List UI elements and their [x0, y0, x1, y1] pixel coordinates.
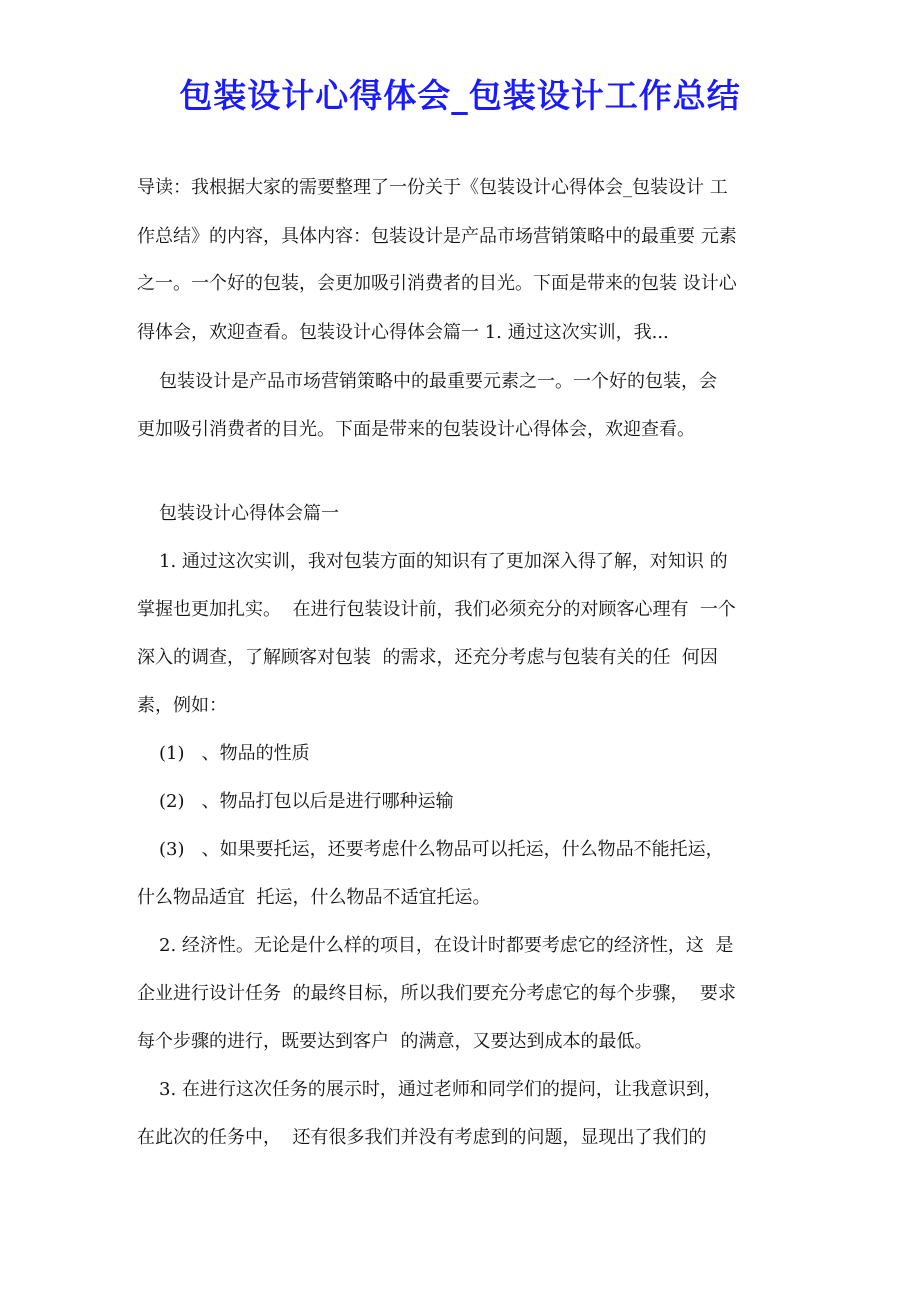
intro-line-2: 作总结》的内容，具体内容：包装设计是产品市场营销策略中的最重要 元素 [137, 226, 737, 247]
page-title: 包装设计心得体会_包装设计工作总结 [179, 76, 741, 115]
paragraph-line: 2. 经济性。无论是什么样的项目，在设计时都要考虑它的经济性，这 是 [159, 935, 734, 956]
intro-line-1: 导读：我根据大家的需要整理了一份关于《包装设计心得体会_包装设计 工 [137, 177, 728, 198]
paragraph-line: 每个步骤的进行，既要达到客户 的满意，又要达到成本的最低。 [137, 1031, 653, 1052]
section-heading: 包装设计心得体会篇一 [159, 503, 339, 524]
paragraph-line: 3. 在进行这次任务的展示时，通过老师和同学们的提问，让我意识到， [159, 1079, 722, 1100]
paragraph-line: 素，例如： [137, 695, 227, 716]
list-item: (3) 、如果要托运，还要考虑什么物品可以托运，什么物品不能托运， [159, 839, 724, 860]
paragraph-line: 深入的调查，了解顾客对包装 的需求，还充分考虑与包装有关的任 何因 [137, 647, 718, 668]
paragraph-line: 1. 通过这次实训，我对包装方面的知识有了更加深入得了解，对知识 的 [159, 551, 728, 572]
paragraph-line: 在此次的任务中， 还有很多我们并没有考虑到的问题，显现出了我们的 [137, 1127, 707, 1148]
intro-line-3: 之一。一个好的包装，会更加吸引消费者的目光。下面是带来的包装 设计心 [137, 273, 737, 294]
list-item: (1) 、物品的性质 [159, 743, 310, 764]
intro-line-4: 得体会，欢迎查看。包装设计心得体会篇一 1. 通过这次实训，我... [137, 322, 669, 343]
paragraph-line: 更加吸引消费者的目光。下面是带来的包装设计心得体会，欢迎查看。 [137, 419, 695, 440]
paragraph-line: 企业进行设计任务 的最终目标，所以我们要充分考虑它的每个步骤， 要求 [137, 983, 736, 1004]
list-item: (2) 、物品打包以后是进行哪种运输 [159, 791, 454, 812]
paragraph-line: 掌握也更加扎实。 在进行包装设计前，我们必须充分的对顾客心理有 一个 [137, 599, 736, 620]
paragraph-line: 包装设计是产品市场营销策略中的最重要元素之一。一个好的包装，会 [159, 371, 717, 392]
paragraph-line: 什么物品适宜 托运，什么物品不适宜托运。 [137, 887, 491, 908]
